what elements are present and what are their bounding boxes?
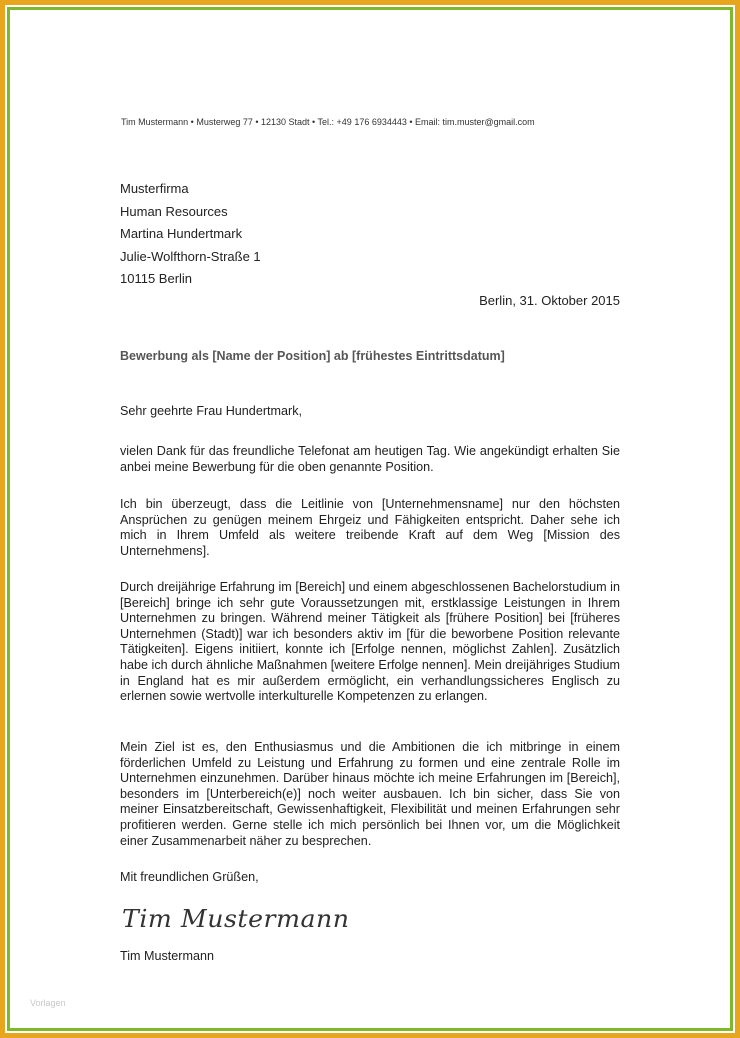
paragraph-experience: Durch dreijährige Erfahrung im [Bereich] und einem abgeschlossenen Bachelorstudium in [Bereich] bringe ich sehr gute Voraussetzungen mit, erstklassige Leistungen in Ihrem Unternehmen zu bringen. Während meiner Tätigkeit als [frühere Position] bei [früheres Unternehmen (Stadt)] war ich besonders aktiv im [für die beworbene Position relevante Tätigkeiten]. Eigens initiiert, konnte ich [Erfolge nennen, möglichst Zahlen]. Zusätzlich habe ich durch ähnliche Maßnahmen [weitere Erfolge nennen]. Mein dreijähriges Studium in England hat es mir außerdem ermöglicht, ein verhandlungssicheres Englisch zu erlernen sowie wertvolle interkulturelle Kompetenzen zu erlangen. <box>120 580 620 704</box>
recipient-street: Julie-Wolfthorn-Straße 1 <box>120 248 261 264</box>
paragraph-goals: Mein Ziel ist es, den Enthusiasmus und die Ambitionen die ich mitbringe in einem förderlichen Umfeld zu Leistung und Erfahrung zu formen und eine zentrale Rolle im Unternehmen einzunehmen. Darüber hinaus möchte ich meine Erfahrungen im [Bereich], besonders im [Unterbereich(e)] noch weiter ausbauen. Ich bin sicher, dass Sie von meiner Einsatzbereitschaft, Gewissenhaftigkeit, Flexibilität und meinen Erfahrungen sehr profitieren werden. Gerne stelle ich mich persönlich bei Ihnen vor, um die Möglichkeit einer Zusammenarbeit näher zu besprechen. <box>120 740 620 848</box>
recipient-city: 10115 Berlin <box>120 271 193 287</box>
printed-name: Tim Mustermann <box>120 949 215 963</box>
recipient-department: Human Resources <box>120 203 228 219</box>
closing: Mit freundlichen Grüßen, <box>120 870 259 884</box>
sender-line: Tim Mustermann • Musterweg 77 • 12130 Stadt • Tel.: +49 176 6934443 • Email: tim.muster@gmail.com <box>121 117 535 127</box>
salutation: Sehr geehrte Frau Hundertmark, <box>120 404 302 418</box>
paragraph-intro: vielen Dank für das freundliche Telefonat am heutigen Tag. Wie angekündigt erhalten Sie anbei meine Bewerbung für die oben genannte Position. <box>120 444 620 474</box>
recipient-person: Martina Hundertmark <box>120 226 243 242</box>
watermark: Vorlagen <box>30 998 66 1008</box>
recipient-company: Musterfirma <box>120 181 189 196</box>
paragraph-motivation: Ich bin überzeugt, dass die Leitlinie von [Unternehmensname] nur den höchsten Ansprüchen zu genügen meinem Ehrgeiz und Fähigkeiten entspricht. Daher sehe ich mich in Ihrem Umfeld als weitere treibende Kraft auf dem Weg [Mission des Unternehmens]. <box>120 497 620 558</box>
letter-subject: Bewerbung als [Name der Position] ab [frühestes Eintrittsdatum] <box>120 349 505 363</box>
recipient-address <box>120 180 261 293</box>
handwritten-signature: Tim Mustermann <box>122 905 350 933</box>
letter-date: Berlin, 31. Oktober 2015 <box>479 293 620 308</box>
